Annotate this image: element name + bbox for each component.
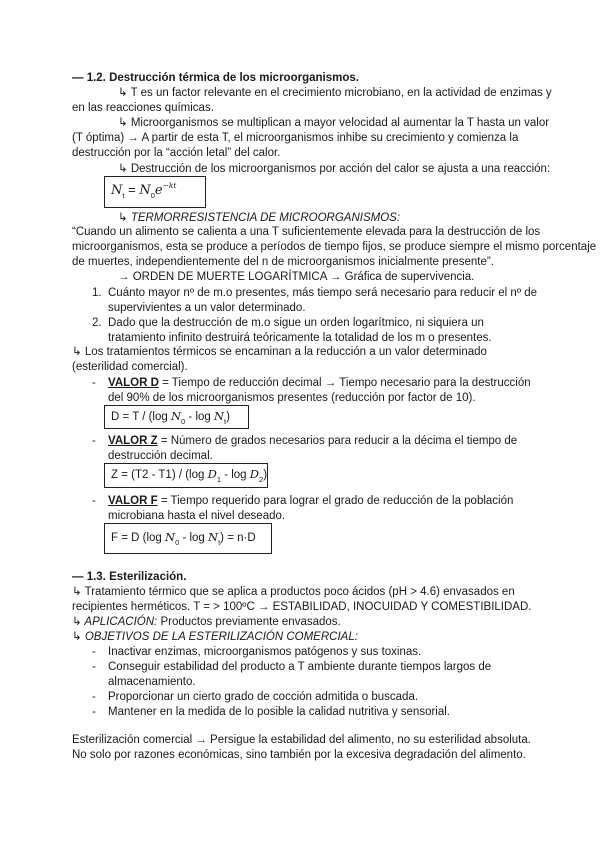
valor-f-definition: VALOR F = Tiempo requerido para lograr el grado de reducción de la población	[108, 495, 514, 507]
application-line: ↳ APLICACIÓN: Productos previamente envasados.	[72, 616, 341, 628]
paragraph-line: ↳ Destrucción de los microorganismos por acción del calor se ajusta a una reacción:	[118, 163, 551, 175]
valor-f-formula-box: F = D (log $N_0 - \log N_t) = n\cdot D$	[104, 523, 272, 554]
paragraph-line: ↳ Microorganismos se multiplican a mayor velocidad al aumentar la T hasta un valor	[118, 117, 550, 129]
objective-item: Conseguir estabilidad del producto a T ambiente durante tiempos largos de	[108, 661, 492, 673]
quote-line: de muertes, independientemente del n de microorganismos inicialmente presente”.	[72, 256, 494, 268]
reaction-equation-box: $N_t = N_0e^{-kt}$	[104, 176, 206, 208]
paragraph-line: (esterilidad comercial).	[72, 361, 188, 373]
objective-item: Inactivar enzimas, microorganismos patógenos y sus toxinas.	[108, 646, 422, 658]
list-item: supervivientes a un valor determinado.	[108, 302, 306, 314]
objective-item: Mantener en la medida de lo posible la calidad nutritiva y sensorial.	[108, 706, 451, 718]
paragraph-line: en las reacciones químicas.	[72, 102, 214, 114]
list-number: 1.	[92, 287, 102, 299]
objective-item: Proporcionar un cierto grado de cocción admitida o buscada.	[108, 691, 419, 703]
dash-bullet: -	[92, 706, 96, 718]
paragraph-line: ↳ Tratamiento térmico que se aplica a productos poco ácidos (pH > 4.6) envasados en	[72, 586, 515, 598]
list-item: Cuánto mayor nº de m.o presentes, más tiempo será necesario para reducir el nº de	[108, 287, 538, 299]
dash-bullet: -	[92, 646, 96, 658]
dash-bullet: -	[92, 377, 96, 389]
valor-d-formula-box: D = T / (log $N_0$ - $\log N_t$)	[104, 405, 249, 429]
paragraph-line: → ORDEN DE MUERTE LOGARÍTMICA → Gráfica de supervivencia.	[118, 271, 475, 283]
list-number: 2.	[92, 317, 102, 329]
objectives-title: ↳ OBJETIVOS DE LA ESTERILIZACIÓN COMERCIAL:	[72, 631, 358, 643]
valor-z-definition: destrucción decimal.	[108, 450, 213, 462]
paragraph-line: recipientes herméticos. T = > 100ºC → ESTABILIDAD, INOCUIDAD Y COMESTIBILIDAD.	[72, 601, 532, 613]
valor-z-formula-box: Z = (T2 - T1) / (log $D_1$ - $\log D_2$)	[104, 463, 268, 488]
dash-bullet: -	[92, 495, 96, 507]
dash-bullet: -	[92, 661, 96, 673]
closing-line: No solo por razones económicas, sino también por la excesiva degradación del alimento.	[72, 749, 526, 761]
dash-bullet: -	[92, 435, 96, 447]
closing-line: Esterilización comercial → Persigue la estabilidad del alimento, no su esterilidad absoluta.	[72, 734, 531, 746]
section-heading-1-3: — 1.3. Esterilización.	[72, 571, 187, 583]
paragraph-line: destrucción por la “acción letal” del calor.	[72, 147, 281, 159]
list-item: Dado que la destrucción de m.o sigue un orden logarítmico, ni siquiera un	[108, 317, 484, 329]
valor-f-definition: microbiana hasta el nivel deseado.	[108, 510, 286, 522]
quote-line: microorganismos, esta se produce a períodos de tiempo fijos, se produce siempre el mismo porcentaje	[72, 241, 597, 253]
section-heading-1-2: — 1.2. Destrucción térmica de los microorganismos.	[72, 72, 359, 84]
list-item: tratamiento infinito destruirá teóricamente la totalidad de los m o presentes.	[108, 332, 492, 344]
paragraph-line: (T óptima) → A partir de esta T, el microorganismos inhibe su crecimiento y comienza la	[72, 132, 519, 144]
paragraph-line: ↳ Los tratamientos térmicos se encaminan a la reducción a un valor determinado	[72, 346, 487, 358]
paragraph-line: ↳ T es un factor relevante en el crecimiento microbiano, en la actividad de enzimas y	[118, 87, 552, 99]
valor-z-definition: VALOR Z = Número de grados necesarios para reducir a la décima el tiempo de	[108, 435, 518, 447]
valor-d-definition: del 90% de los microorganismos presentes (reducción por factor de 10).	[108, 392, 476, 404]
valor-d-definition: VALOR D = Tiempo de reducción decimal → Tiempo necesario para la destrucción	[108, 377, 531, 389]
quote-line: “Cuando un alimento se calienta a una T suficientemente elevada para la destrucción de los	[72, 226, 541, 238]
dash-bullet: -	[92, 691, 96, 703]
objective-item: almacenamiento.	[108, 676, 196, 688]
subheading-thermoresistance: ↳ TERMORRESISTENCIA DE MICROORGANISMOS:	[118, 212, 401, 224]
